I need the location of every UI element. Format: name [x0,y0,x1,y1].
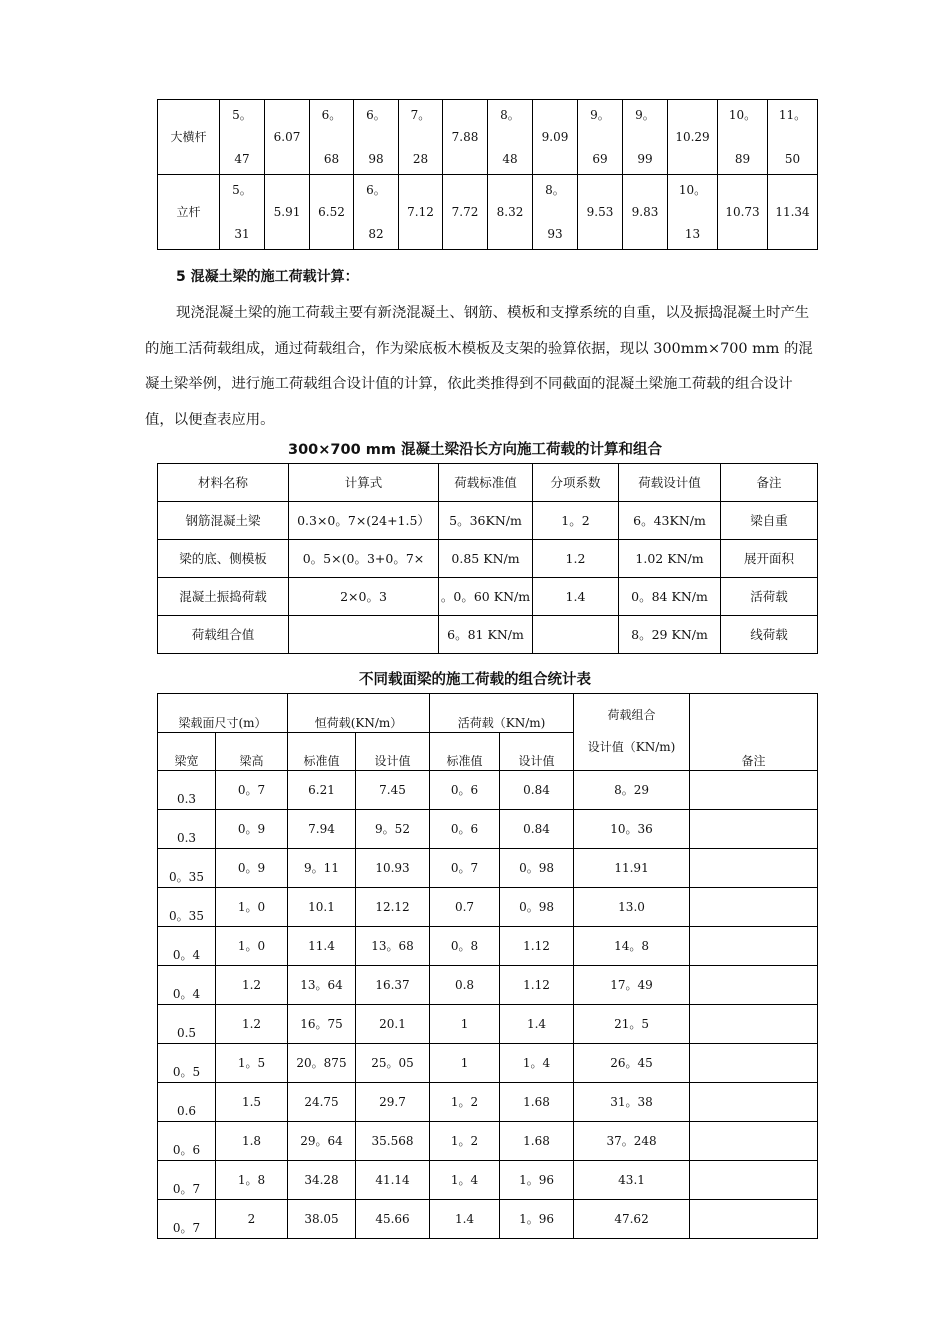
table-cell: 20.1 [356,1005,430,1044]
table-cell: 43.1 [574,1161,690,1200]
table-cell: 0.84 [500,771,574,810]
table2-title: 300×700 mm 混凝土梁沿长方向施工荷载的计算和组合 [288,442,662,458]
value-part: 99 [637,151,653,166]
table-cell: 0。98 [500,888,574,927]
combo-header-bottom: 设计值（KN/m) [587,740,676,754]
header-cell: 计算式 [289,464,439,502]
table-cell: 1。2 [430,1083,500,1122]
split-value [718,100,767,174]
table-cell: 31。38 [574,1083,690,1122]
table-cell: 13。68 [356,927,430,966]
table-cell: 1。2 [533,502,619,540]
table-cell [768,100,818,175]
table-cell: 0。7 [158,1200,216,1239]
table-cell: 7.12 [399,175,443,250]
table-cell: 9。52 [356,810,430,849]
table-cell: 1 [430,1044,500,1083]
table-cell: 1.4 [533,578,619,616]
table-cell: 29.7 [356,1083,430,1122]
table-row [158,810,818,849]
value-part: 9。 [635,108,655,122]
header-cell: 分项系数 [533,464,619,502]
remark-cell [690,966,818,1005]
table3-title: 不同载面梁的施工荷载的组合统计表 [359,672,591,688]
header-cell: 设计值 [500,733,574,771]
remark-cell [690,1122,818,1161]
table-cell: 梁自重 [721,502,818,540]
table-cell [668,175,718,250]
table-cell: 0。9 [216,849,288,888]
table-cell: 0。4 [158,927,216,966]
split-value [623,100,667,174]
split-value [220,175,264,249]
table-cell: 9.53 [578,175,623,250]
table-cell: 9.83 [623,175,668,250]
value-part: 8。 [545,183,565,197]
table-cell: 1.02 KN/m [619,540,721,578]
table-cell: 1.2 [533,540,619,578]
table-cell: 24.75 [288,1083,356,1122]
header-cell [574,694,690,771]
table-cell: 38.05 [288,1200,356,1239]
table-cell: 14。8 [574,927,690,966]
table-cell: 1.68 [500,1122,574,1161]
load-calc-table [157,463,818,654]
table-cell: 5.91 [265,175,310,250]
header-cell: 材料名称 [158,464,289,502]
remark-cell [690,810,818,849]
header-cell: 活荷载（KN/m) [430,694,574,733]
table-row [158,849,818,888]
table-cell: 21。5 [574,1005,690,1044]
table-cell [488,100,533,175]
value-part: 9。 [590,108,610,122]
table-cell: 0。7 [430,849,500,888]
table-cell: 25。05 [356,1044,430,1083]
table-cell [533,616,619,654]
table-cell: 0。5×(0。3+0。7× [289,540,439,578]
table-cell [623,100,668,175]
table-cell: 2 [216,1200,288,1239]
split-value [488,100,532,174]
table-row [158,1122,818,1161]
table-cell: 10。36 [574,810,690,849]
header-cell: 标准值 [288,733,356,771]
table-cell: 11.91 [574,849,690,888]
table-cell: 10.1 [288,888,356,927]
table-cell: 34.28 [288,1161,356,1200]
table-cell: 8。29 [574,771,690,810]
table-row [158,1200,818,1239]
value-part: 5。 [232,108,252,122]
scaffold-table [157,99,818,250]
value-part: 89 [734,151,751,166]
table-cell: 活荷载 [721,578,818,616]
header-cell: 恒荷载(KN/m） [288,694,430,733]
value-part: 48 [502,151,518,166]
value-part: 68 [323,151,340,166]
table-cell: 0.84 [500,810,574,849]
table-cell: 混凝土振捣荷载 [158,578,289,616]
table-cell: 16。75 [288,1005,356,1044]
table-cell: 0。8 [430,927,500,966]
table-cell: 0。7 [216,771,288,810]
table-cell: 20。875 [288,1044,356,1083]
split-value [354,175,398,249]
table-cell: 12.12 [356,888,430,927]
value-part: 7。 [410,108,431,122]
table-cell: 1。4 [430,1161,500,1200]
remark-cell [690,1200,818,1239]
table-cell: 8.32 [488,175,533,250]
table-cell: 5。36KN/m [439,502,533,540]
table-cell: 6。43KN/m [619,502,721,540]
value-part: 93 [547,226,563,241]
table-cell: 0.3 [158,771,216,810]
value-part: 10。 [678,183,707,197]
table-row [158,578,818,616]
table-cell: 47.62 [574,1200,690,1239]
value-part: 6。 [366,183,386,197]
table-row [158,771,818,810]
table-cell: 10.73 [718,175,768,250]
table-cell: 0.3×0。7×(24+1.5） [289,502,439,540]
table-cell: 7.45 [356,771,430,810]
table-cell: 1.2 [216,1005,288,1044]
table-cell [399,100,443,175]
value-part: 82 [368,226,384,241]
combo-header-top: 荷载组合 [607,707,656,722]
split-value [354,100,398,174]
table-cell: 钢筋混凝土梁 [158,502,289,540]
table-cell: 0.6 [158,1083,216,1122]
remark-cell [690,1161,818,1200]
split-value [533,175,577,249]
table-cell: 1.5 [216,1083,288,1122]
header-cell: 荷载标准值 [439,464,533,502]
value-part: 28 [412,151,429,166]
table-row [158,1005,818,1044]
table-cell: 。0。60 KN/m [439,578,533,616]
remark-cell [690,888,818,927]
table-cell: 1。96 [500,1200,574,1239]
value-part: 50 [784,151,801,166]
table-cell: 0。6 [158,1122,216,1161]
split-value [399,100,442,174]
header-cell: 备注 [690,694,818,771]
table-cell [220,175,265,250]
table-cell: 1.4 [500,1005,574,1044]
value-part: 11。 [778,108,807,122]
table-cell: 1。0 [216,888,288,927]
table-header-row [158,694,818,733]
table-cell: 1。96 [500,1161,574,1200]
remark-cell [690,1083,818,1122]
row-label: 立杆 [158,175,220,250]
table-cell: 10.29 [668,100,718,175]
table-cell: 17。49 [574,966,690,1005]
split-value [768,100,817,174]
value-part: 69 [592,151,608,166]
header-cell: 梁载面尺寸(m） [158,694,288,733]
table-row [158,616,818,654]
split-value [310,100,353,174]
table-cell [718,100,768,175]
table-cell: 0.85 KN/m [439,540,533,578]
table-cell: 13.0 [574,888,690,927]
header-cell: 设计值 [356,733,430,771]
value-part: 98 [368,151,384,166]
table-cell: 6。81 KN/m [439,616,533,654]
table-cell [354,100,399,175]
value-part: 6。 [321,108,342,122]
table-cell: 1.4 [430,1200,500,1239]
table-cell: 45.66 [356,1200,430,1239]
table-row [158,175,818,250]
remark-cell [690,927,818,966]
table-cell: 0.7 [430,888,500,927]
table-cell: 0。35 [158,849,216,888]
table-row [158,502,818,540]
table-cell: 0。4 [158,966,216,1005]
table-cell: 梁的底、侧模板 [158,540,289,578]
table-cell: 展开面积 [721,540,818,578]
table-cell: 8。29 KN/m [619,616,721,654]
table-cell [289,616,439,654]
table-row [158,540,818,578]
table-cell: 7.88 [443,100,488,175]
remark-cell [690,1005,818,1044]
table-cell: 1。5 [216,1044,288,1083]
split-value [220,100,264,174]
table-row [158,1161,818,1200]
table-cell: 0。5 [158,1044,216,1083]
table-cell: 29。64 [288,1122,356,1161]
table-cell: 1.8 [216,1122,288,1161]
remark-cell [690,849,818,888]
table-cell: 1。8 [216,1161,288,1200]
header-cell: 梁宽 [158,733,216,771]
remark-cell [690,1044,818,1083]
table-cell: 1.12 [500,966,574,1005]
remark-cell [690,771,818,810]
table-cell: 0。6 [430,771,500,810]
table-cell: 9.09 [533,100,578,175]
table-cell: 6.21 [288,771,356,810]
table-row [158,966,818,1005]
table-cell: 7.94 [288,810,356,849]
table-cell: 0。84 KN/m [619,578,721,616]
table-cell: 2×0。3 [289,578,439,616]
header-cell: 荷载设计值 [619,464,721,502]
table-cell: 16.37 [356,966,430,1005]
table-cell [310,100,354,175]
table-cell: 荷载组合值 [158,616,289,654]
table-cell: 1。2 [430,1122,500,1161]
table-cell [533,175,578,250]
table-cell: 1.68 [500,1083,574,1122]
table-cell: 37。248 [574,1122,690,1161]
table-cell [354,175,399,250]
table-header-row [158,464,818,502]
header-cell: 标准值 [430,733,500,771]
table-cell: 0.5 [158,1005,216,1044]
header-cell: 备注 [721,464,818,502]
table-cell: 1。4 [500,1044,574,1083]
section-heading: 5 混凝土梁的施工荷载计算： [176,269,359,285]
table-cell: 0。7 [158,1161,216,1200]
table-cell: 11.34 [768,175,818,250]
table-row [158,927,818,966]
row-label: 大横杆 [158,100,220,175]
table-row [158,1044,818,1083]
table-cell: 0。98 [500,849,574,888]
value-part: 5。 [232,183,252,197]
table-cell: 9。11 [288,849,356,888]
split-value [578,100,622,174]
table-cell: 0。35 [158,888,216,927]
table-cell [578,100,623,175]
table-cell: 7.72 [443,175,488,250]
table-cell: 1 [430,1005,500,1044]
table-cell: 线荷载 [721,616,818,654]
table-row [158,100,818,175]
value-part: 6。 [366,108,386,122]
table-cell: 0.3 [158,810,216,849]
value-part: 31 [234,226,250,241]
table-cell: 6.07 [265,100,310,175]
value-part: 13 [684,226,701,241]
value-part: 10。 [728,108,757,122]
table-cell: 0。9 [216,810,288,849]
table-cell: 41.14 [356,1161,430,1200]
table-cell: 10.93 [356,849,430,888]
table-cell: 35.568 [356,1122,430,1161]
table-cell: 0.8 [430,966,500,1005]
split-value [668,175,717,249]
body-paragraph: 现浇混凝土梁的施工荷载主要有新浇混凝土、钢筋、模板和支撑系统的自重，以及振捣混凝土时产生的施工活荷载组成，通过荷载组合，作为梁底板木模板及支架的验算依据，现以 300mm×700 mm 的混凝土梁举例，进行施工荷载组合设计值的计算，依此类推得到不同截面的混凝土梁施工荷载的组合设计值，以便查表应用。 [145,305,813,428]
table-cell [220,100,265,175]
value-part: 47 [234,151,250,166]
table-cell: 26。45 [574,1044,690,1083]
table-cell: 6.52 [310,175,354,250]
header-cell: 梁高 [216,733,288,771]
table-cell: 0。6 [430,810,500,849]
table-cell: 1。0 [216,927,288,966]
table-cell: 1.2 [216,966,288,1005]
table-cell: 13。64 [288,966,356,1005]
table-row [158,888,818,927]
table-cell: 1.12 [500,927,574,966]
table-row [158,1083,818,1122]
load-summary-table [157,693,818,1239]
table-cell: 11.4 [288,927,356,966]
value-part: 8。 [500,108,520,122]
